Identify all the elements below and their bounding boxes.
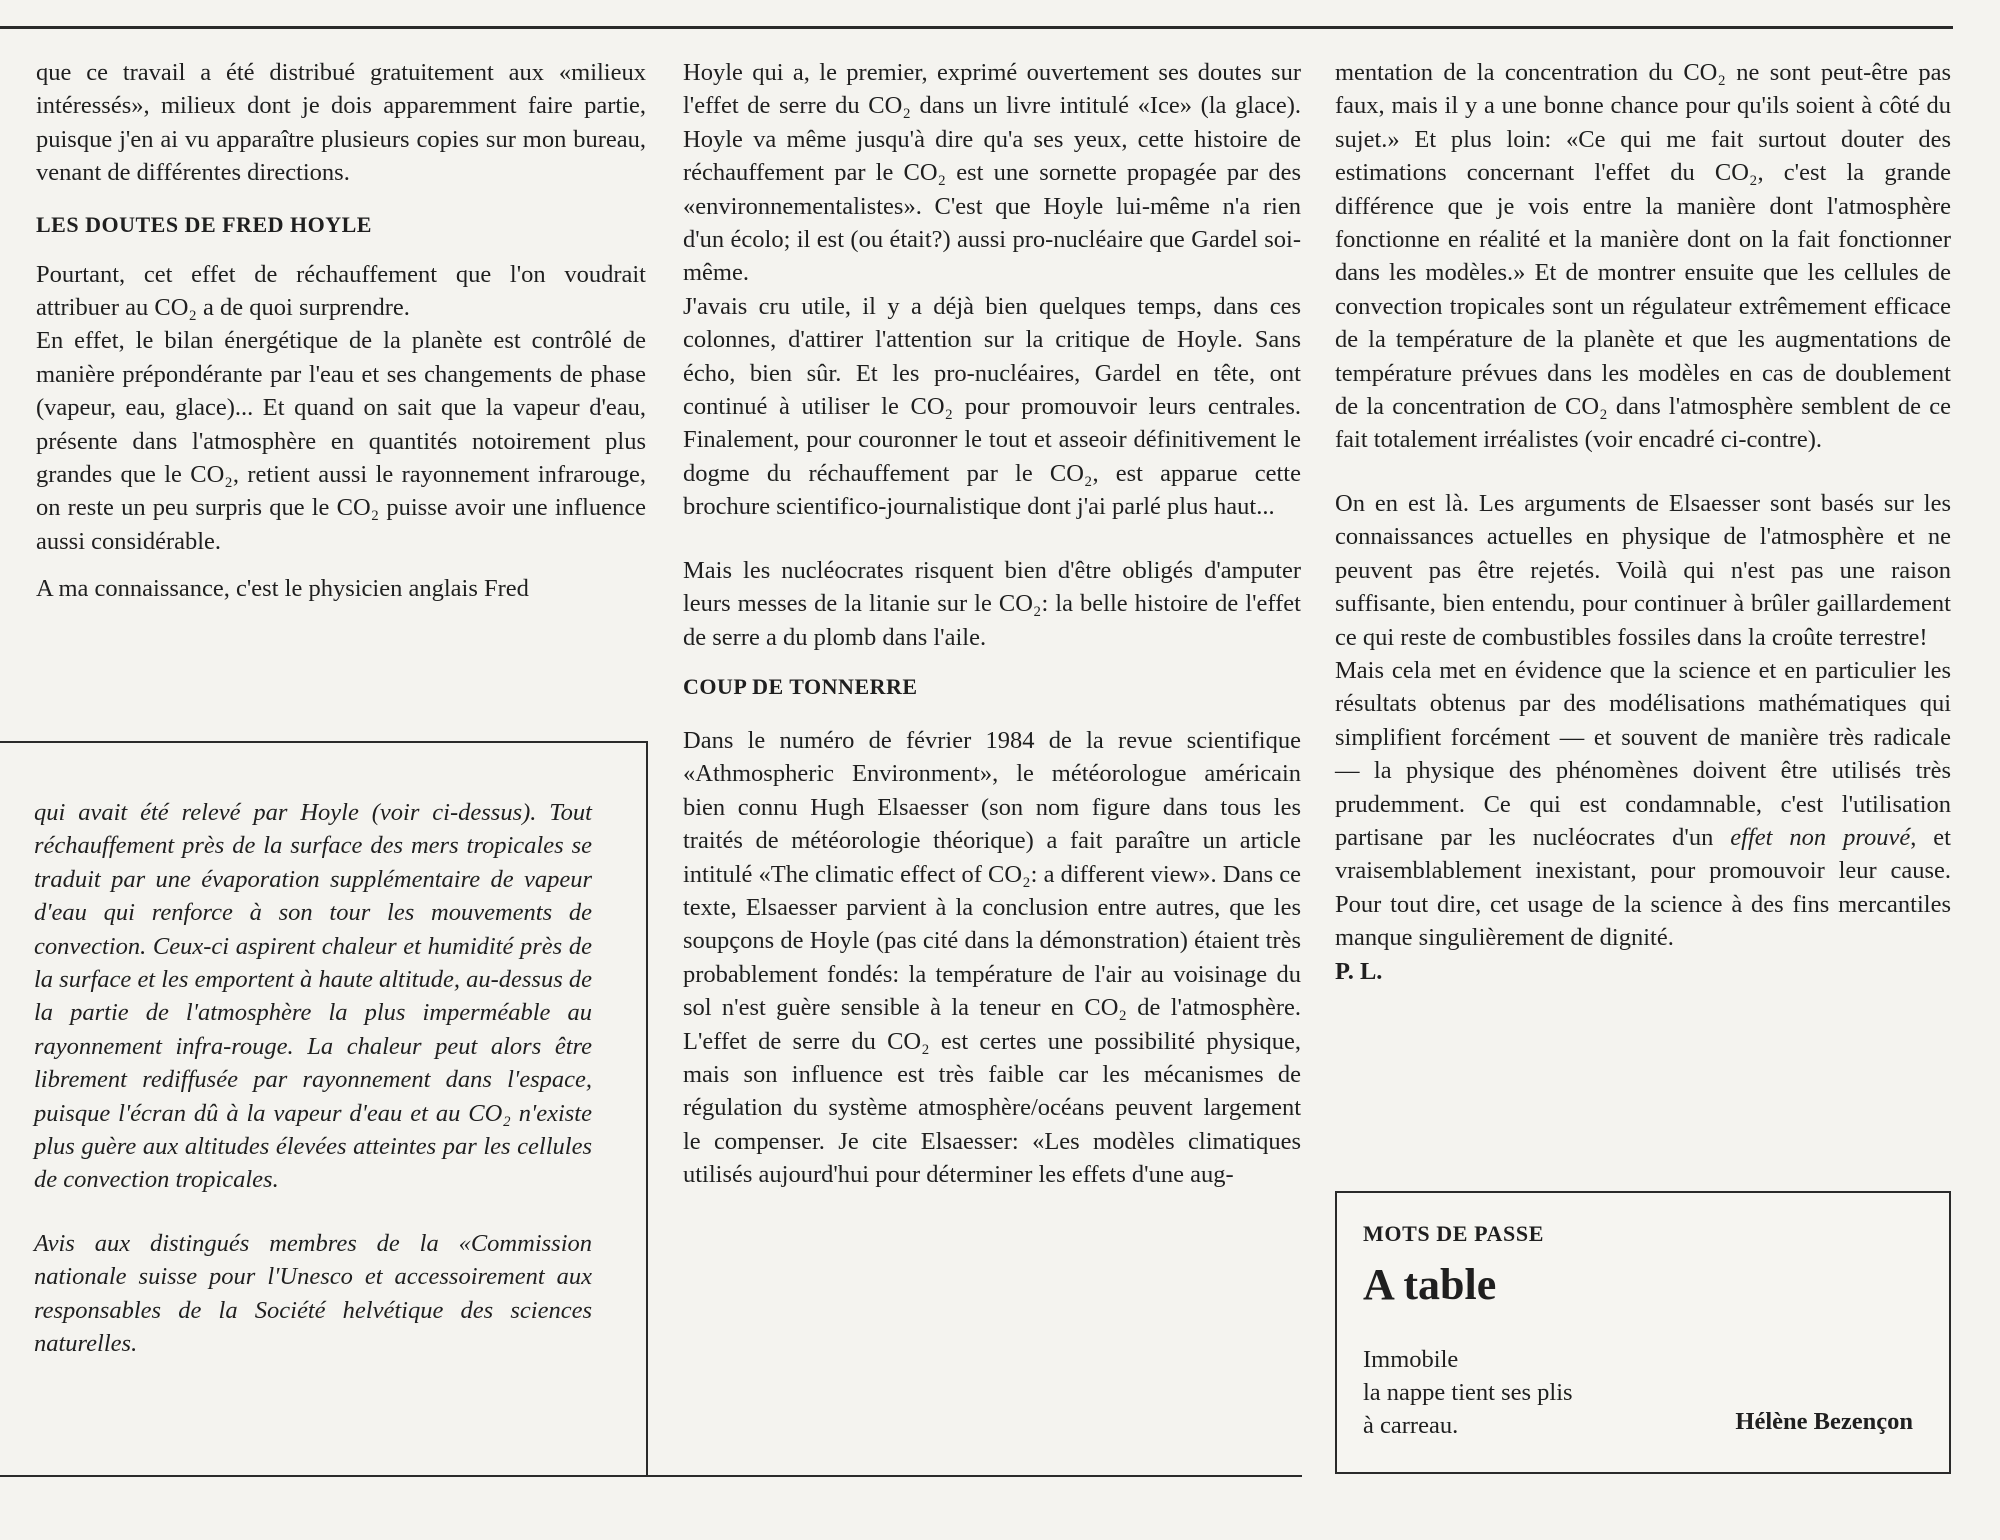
top-rule (0, 26, 1953, 29)
emphasis: effet non prouvé (1730, 823, 1911, 851)
poem-box (1335, 1191, 1951, 1474)
poem-line: Immobile (1363, 1346, 1459, 1373)
inset-paragraph: Avis aux distingués membres de la «Commission nationale suisse pour l'Unesco et accessoirement aux responsables de la Société helvétique des sciences naturelles. (34, 1229, 592, 1358)
paragraph: J'avais cru utile, il y a déjà bien quelques temps, dans ces colonnes, d'attirer l'attention sur la critique de Hoyle. Sans écho, bien sûr. Et les pro-nucléaires, Gardel en tête, ont continué à utiliser le CO₂ pour promouvoir leurs centrales. Finalement, pour couronner le tout et asseoir définitivement le dogme du réchauffement par le CO₂, est apparue cette brochure scientifico-journalistique dont j'ai parlé plus haut... (683, 292, 1301, 521)
paragraph (1335, 654, 1951, 955)
paragraph: que ce travail a été distribué gratuitement aux «milieux intéressés», milieux dont je dois apparemment faire partie, puisque j'en ai vu apparaître plusieurs copies sur mon bureau, venant de différentes directions. (36, 59, 646, 187)
paragraph: Dans le numéro de février 1984 de la revue scientifique «Athmospheric Environment», le météorologue américain bien connu Hugh Elsaesser (son nom figure dans tous les traités de météorologie théorique) a fait paraître un article intitulé «The climatic effect of CO₂: a different view». Dans ce texte, Elsaesser parvient à la conclusion entre autres, que les soupçons de Hoyle (pas cité dans la démonstration) étaient très probablement fondés: la température de l'air au voisinage du sol n'est guère sensible à la teneur en CO₂ de l'atmosphère. L'effet de serre du CO₂ est certes une possibilité physique, mais son influence est très faible car les mécanismes de régulation du système atmosphère/océans peuvent largement le compenser. Je cite Elsaesser: «Les modèles climatiques utilisés aujourd'hui pour déterminer les effets d'une aug- (683, 726, 1301, 1189)
poem-text (1363, 1343, 1573, 1442)
section-heading: LES DOUTES DE FRED HOYLE (36, 211, 372, 237)
text-run: , et vraisemblablement inexistant, pour promouvoir leur cause. Pour tout dire, cet usage de la science à des fins mercantiles manque singulièrement de dignité. (1335, 823, 1951, 952)
poem-line: la nappe tient ses plis (1363, 1379, 1573, 1406)
paragraph: Mais les nucléocrates risquent bien d'être obligés d'amputer leurs messes de la litanie sur le CO₂: la belle histoire de l'effet de serre a du plomb dans l'aile. (683, 556, 1301, 651)
text-run: Mais cela met en évidence que la science et en particulier les résultats obtenus par des modélisations mathématiques qui simplifient forcément — et souvent de manière très radicale — la physique des phénomènes doivent être utilisés très prudemment. Ce qui est condamnable, c'est l'utilisation partisane par les nucléocrates d'un (1335, 656, 1951, 851)
poem-line: à carreau. (1363, 1412, 1459, 1439)
signature: P. L. (1335, 957, 1383, 985)
poem-title: A table (1363, 1260, 1497, 1309)
inset-top-rule (0, 741, 648, 743)
inset-right-rule (646, 741, 648, 1475)
poem-author: Hélène Bezençon (1735, 1408, 1913, 1435)
section-heading: COUP DE TONNERRE (683, 673, 918, 699)
paragraph: A ma connaissance, c'est le physicien anglais Fred (36, 575, 529, 603)
inset-bottom-rule (0, 1475, 1302, 1477)
paragraph: Pourtant, cet effet de réchauffement que l'on voudrait attribuer au CO₂ a de quoi surprendre. (36, 260, 646, 322)
column-1 (36, 56, 646, 606)
paragraph: En effet, le bilan énergétique de la planète est contrôlé de manière prépondérante par l'eau et ses changements de phase (vapeur, eau, glace)... Et quand on sait que la vapeur d'eau, présente dans l'atmosphère en quantités notoirement plus grandes que le CO₂, retient aussi le rayonnement infrarouge, on reste un peu surpris que le CO₂ puisse avoir une influence aussi considérable. (36, 327, 646, 555)
inset-paragraph: qui avait été relevé par Hoyle (voir ci-dessus). Tout réchauffement près de la surface des mers tropicales se traduit par une évaporation supplémentaire de vapeur d'eau qui renforce à son tour les mouvements de convection. Ceux-ci aspirent chaleur et humidité près de la surface et les emportent à haute altitude, au-dessus de la partie de l'atmosphère la plus imperméable au rayonnement infra-rouge. La chaleur peut alors être librement rediffusée par rayonnement dans l'espace, puisque l'écran dû à la vapeur d'eau et au CO₂ n'existe plus guère aux altitudes élevées atteintes par les cellules de convection tropicales. (34, 799, 592, 1194)
paragraph: On en est là. Les arguments de Elsaesser sont basés sur les connaissances actuelles en physique de l'atmosphère et ne peuvent pas être rejetés. Voilà qui n'est pas une raison suffisante, bien entendu, pour continuer à brûler gaillardement ce qui reste de combustibles fossiles dans la croûte terrestre! (1335, 489, 1951, 651)
paragraph: mentation de la concentration du CO₂ ne sont peut-être pas faux, mais il y a une bonne chance pour qu'ils soient à côté du sujet.» Et plus loin: «Ce qui me fait surtout douter des estimations concernant l'effet du CO₂, c'est la grande différence que je vois entre la manière dont l'atmosphère fonctionne en réalité et la manière dont on la fait fonctionner dans les modèles.» Et de montrer ensuite que les cellules de convection tropicales sont un régulateur extrêmement efficace de la température de la planète et que les augmentations de température prévues dans les modèles en cas de doublement de la concentration de CO₂ dans l'atmosphère semblent de ce fait totalement irréalistes (voir encadré ci-contre). (1335, 59, 1951, 454)
paragraph: Hoyle qui a, le premier, exprimé ouvertement ses doutes sur l'effet de serre du CO₂ dans un livre intitulé «Ice» (la glace). Hoyle va même jusqu'à dire qu'a ses yeux, cette histoire de réchauffement par le CO₂ est une sornette propagée par des «environnementalistes». C'est que Hoyle lui-même n'a rien d'un écolo; il est (ou était?) aussi pro-nucléaire que Gardel soi-même. (683, 59, 1301, 287)
inset-box (34, 796, 592, 1361)
box-label: MOTS DE PASSE (1363, 1221, 1544, 1246)
column-3 (1335, 56, 1951, 988)
column-2 (683, 56, 1301, 1192)
